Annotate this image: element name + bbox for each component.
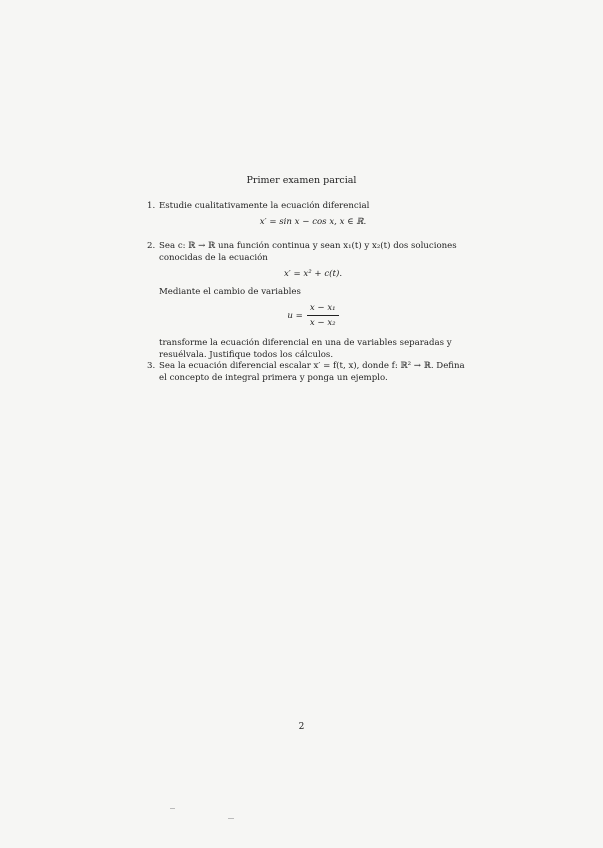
fraction-numerator: x − x₁ bbox=[307, 302, 339, 316]
question-1 bbox=[147, 200, 467, 232]
question-text: Sea la ecuación diferencial escalar x′ = f(t, x), donde f: ℝ² → ℝ. Defina el concepto de integral primera y ponga un ejemplo. bbox=[159, 361, 465, 383]
change-of-variables-text: Mediante el cambio de variables bbox=[159, 287, 301, 297]
fraction-equation bbox=[159, 302, 467, 329]
equation: x′ = x² + c(t). bbox=[283, 269, 343, 279]
page-title: Primer examen parcial bbox=[246, 175, 357, 186]
fraction-denominator: x − x₂ bbox=[309, 318, 336, 328]
fraction bbox=[307, 302, 339, 329]
question-2 bbox=[147, 240, 467, 361]
scan-speck bbox=[170, 808, 175, 809]
fraction-lhs: u = bbox=[287, 310, 303, 321]
question-3 bbox=[147, 360, 467, 384]
question-text: Estudie cualitativamente la ecuación diferencial bbox=[159, 201, 370, 211]
question-text: Sea c: ℝ → ℝ una función continua y sean x₁(t) y x₂(t) dos soluciones conocidas de la ecuación bbox=[159, 241, 457, 263]
question-number: 3. bbox=[147, 361, 156, 371]
question-text-continued: transforme la ecuación diferencial en una de variables separadas y resuélvala. Justifique todos los cálculos. bbox=[159, 338, 452, 360]
scan-speck bbox=[228, 818, 234, 819]
question-number: 2. bbox=[147, 241, 156, 251]
question-number: 1. bbox=[147, 201, 156, 211]
page-number: 2 bbox=[298, 722, 305, 732]
equation: x′ = sin x − cos x, x ∈ ℝ. bbox=[259, 217, 367, 227]
